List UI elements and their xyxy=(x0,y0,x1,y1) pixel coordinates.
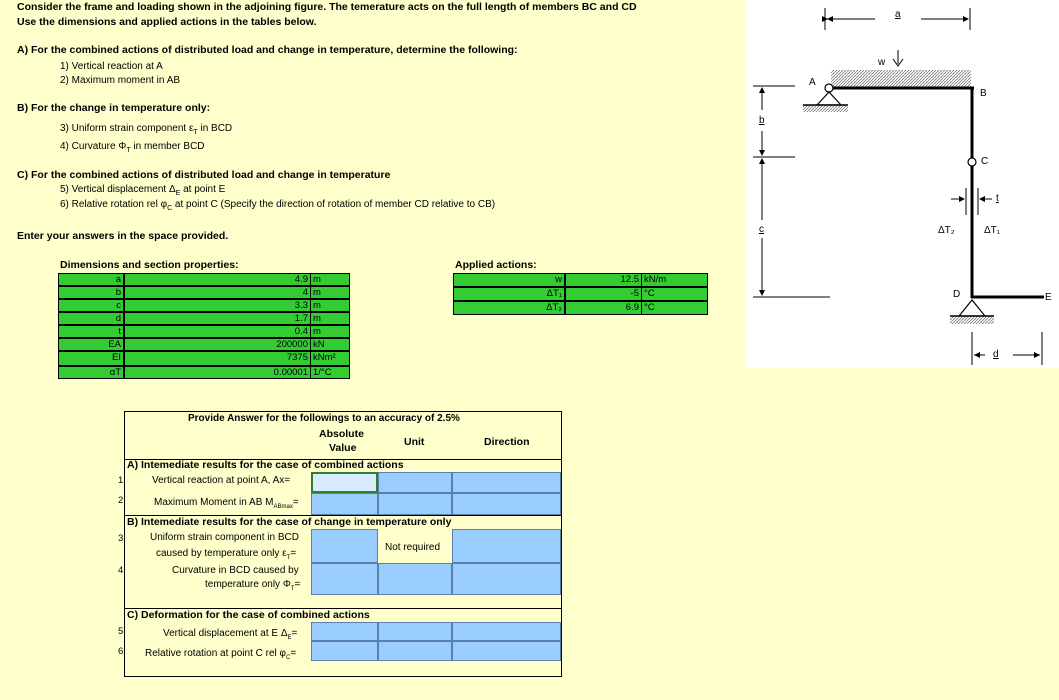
delta-t2-label: ΔT₂ xyxy=(938,225,955,236)
row-number: 4 xyxy=(118,565,124,576)
dimensions-title: Dimensions and section properties: xyxy=(60,259,239,271)
dim-c-label: c xyxy=(759,224,764,235)
dimension-unit: m xyxy=(310,312,350,325)
row-number: 1 xyxy=(118,475,124,486)
row2-label: Maximum Moment in AB $M_{ABmax}=$ xyxy=(154,497,299,510)
vertical-reaction-value-input[interactable] xyxy=(311,472,378,493)
dim-d-label: d xyxy=(993,349,999,360)
applied-label: ΔT₂ xyxy=(453,301,565,315)
section-c-heading: C) For the combined actions of distributed load and change in temperature xyxy=(17,169,391,181)
dimension-unit: 1/°C xyxy=(310,366,350,379)
vertical-reaction-direction-input[interactable] xyxy=(452,472,561,493)
relative-rotation-unit-input[interactable] xyxy=(378,641,452,661)
distributed-load-hatch xyxy=(831,70,971,87)
pin-support-d-icon xyxy=(950,300,994,324)
row-number: 6 xyxy=(118,646,124,657)
node-c-label: C xyxy=(981,156,989,167)
dimension-value: 4.9 xyxy=(124,273,311,286)
curvature-value-input[interactable] xyxy=(311,563,378,595)
curvature-direction-input[interactable] xyxy=(452,563,561,595)
dimension-value: 200000 xyxy=(124,338,311,351)
row5-label: Vertical displacement at E $\Delta_E=$ xyxy=(163,628,298,641)
dimension-label: c xyxy=(58,299,124,312)
vertical-displacement-value-input[interactable] xyxy=(311,622,378,641)
dimension-unit: kN xyxy=(310,338,350,351)
not-required-note: Not required xyxy=(385,542,441,553)
dimension-label: t xyxy=(58,325,124,338)
dimension-unit: kNm² xyxy=(310,351,350,366)
item-6: 6) Relative rotation rel $\varphi_C$ at point C (Specify the direction of rotation of member CD relative to CB) xyxy=(60,199,496,212)
row-number: 5 xyxy=(118,626,124,637)
col-value-header: Value xyxy=(329,442,357,454)
row-number: 2 xyxy=(118,495,124,506)
applied-unit: °C xyxy=(641,287,708,301)
node-e-label: E xyxy=(1045,292,1052,303)
answer-table-title: Provide Answer for the followings to an accuracy of 2.5% xyxy=(188,413,460,424)
frame-diagram xyxy=(745,0,1059,368)
enter-answers-note: Enter your answers in the space provided. xyxy=(17,230,229,242)
row3-label-line2: caused by temperature only $\varepsilon_T=$ xyxy=(156,548,297,561)
row3-label-line1: Uniform strain component in BCD xyxy=(150,532,299,543)
dimension-label: EI xyxy=(58,351,124,366)
delta-t1-label: ΔT₁ xyxy=(984,225,1001,236)
applied-value: 6.9 xyxy=(565,301,642,315)
col-absolute-header: Absolute xyxy=(319,428,364,440)
dimension-value: 7375 xyxy=(124,351,311,366)
frame-figure xyxy=(745,0,1059,368)
applied-unit: kN/m xyxy=(641,273,708,287)
dimension-unit: m xyxy=(310,273,350,286)
row4-label-line1: Curvature in BCD caused by xyxy=(172,565,299,576)
item-4: 4) Curvature $\Phi_T$ in member BCD xyxy=(60,141,205,154)
dimension-value: 3.3 xyxy=(124,299,311,312)
item-2: 2) Maximum moment in AB xyxy=(60,75,181,86)
applied-label: ΔT₁ xyxy=(453,287,565,301)
dimension-value: 1.7 xyxy=(124,312,311,325)
node-d-label: D xyxy=(953,289,961,300)
row1-label: Vertical reaction at point A, Ax= xyxy=(152,475,291,486)
load-arrow-icon xyxy=(893,50,903,66)
dim-b-label: b xyxy=(759,115,765,126)
applied-label: w xyxy=(453,273,565,287)
max-moment-unit-input[interactable] xyxy=(378,493,452,515)
section-b-heading: B) For the change in temperature only: xyxy=(17,102,211,114)
item-3: 3) Uniform strain component $\varepsilon_T$ in BCD xyxy=(60,123,233,136)
max-moment-value-input[interactable] xyxy=(311,493,378,515)
dimension-label: d xyxy=(58,312,124,325)
node-a-label: A xyxy=(809,77,816,88)
dimension-label: a xyxy=(58,273,124,286)
dimension-label: b xyxy=(58,286,124,299)
vertical-displacement-unit-input[interactable] xyxy=(378,622,452,641)
applied-value: -5 xyxy=(565,287,642,301)
item-5: 5) Vertical displacement $\Delta_E$ at point E xyxy=(60,184,226,197)
load-w-label: w xyxy=(878,57,886,68)
applied-title: Applied actions: xyxy=(455,259,537,271)
hinge-c-icon xyxy=(968,158,976,166)
uniform-strain-value-input[interactable] xyxy=(311,529,378,563)
item-1: 1) Vertical reaction at A xyxy=(60,61,163,72)
curvature-unit-input[interactable] xyxy=(378,563,452,595)
dimension-unit: m xyxy=(310,325,350,338)
uniform-strain-direction-input[interactable] xyxy=(452,529,561,563)
row6-label: Relative rotation at point C rel $\varphi_C=$ xyxy=(145,648,297,661)
max-moment-direction-input[interactable] xyxy=(452,493,561,515)
node-b-label: B xyxy=(980,88,987,99)
answer-section-c: C) Deformation for the case of combined actions xyxy=(127,609,370,621)
intro-line-2: Use the dimensions and applied actions in the tables below. xyxy=(17,16,317,28)
answer-section-a: A) Intemediate results for the case of combined actions xyxy=(127,459,404,471)
section-a-heading: A) For the combined actions of distributed load and change in temperature, determine the following: xyxy=(17,44,518,56)
dimension-value: 0.4 xyxy=(124,325,311,338)
applied-value: 12.5 xyxy=(565,273,642,287)
dim-t-label: t xyxy=(996,193,999,204)
col-direction-header: Direction xyxy=(484,436,530,448)
col-unit-header: Unit xyxy=(404,436,425,448)
vertical-reaction-unit-input[interactable] xyxy=(378,472,452,493)
row4-label-line2: temperature only $\Phi_T=$ xyxy=(205,579,301,592)
row-number: 3 xyxy=(118,533,124,544)
dimension-value: 4 xyxy=(124,286,311,299)
intro-line-1: Consider the frame and loading shown in the adjoining figure. The temerature acts on the full length of members BC and CD xyxy=(17,1,637,13)
relative-rotation-direction-input[interactable] xyxy=(452,641,561,661)
dimension-label: EA xyxy=(58,338,124,351)
relative-rotation-value-input[interactable] xyxy=(311,641,378,661)
vertical-displacement-direction-input[interactable] xyxy=(452,622,561,641)
dim-a-label: a xyxy=(895,9,901,20)
dimension-label: αT xyxy=(58,366,124,379)
answer-section-b: B) Intemediate results for the case of change in temperature only xyxy=(127,516,452,528)
dimension-value: 0.00001 xyxy=(124,366,311,379)
dimension-unit: m xyxy=(310,299,350,312)
dimension-unit: m xyxy=(310,286,350,299)
applied-unit: °C xyxy=(641,301,708,315)
